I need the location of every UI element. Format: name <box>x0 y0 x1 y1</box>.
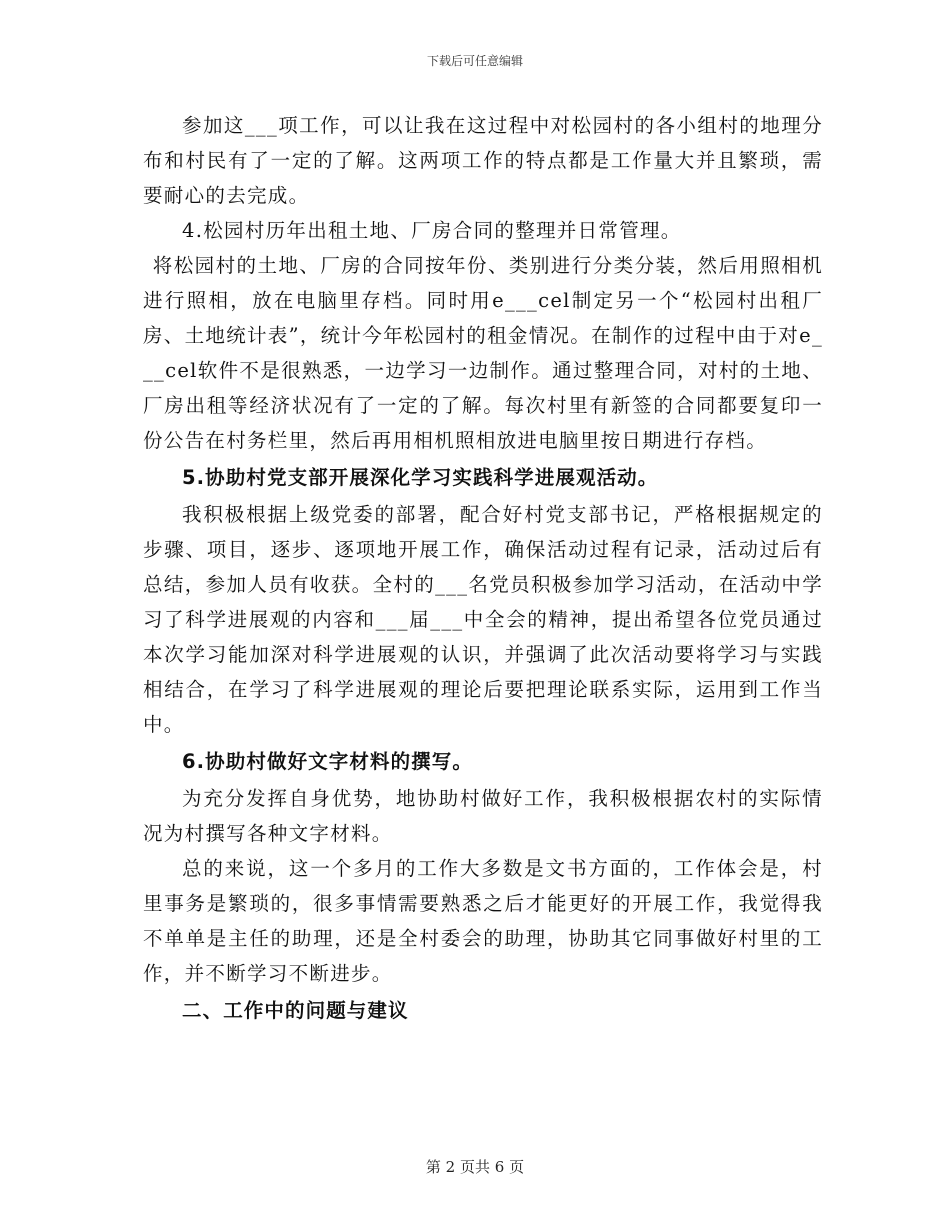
section-2-heading: 二、工作中的问题与建议 <box>182 999 409 1022</box>
page-header: 下载后可任意编辑 <box>426 54 523 68</box>
paragraph-writing-materials: 为充分发挥自身优势，地协助村做好工作，我积极根据农村的实际情况为村撰写各种文字材料。 <box>143 787 823 845</box>
item-6-heading: 6.协助村做好文字材料的撰写。 <box>182 750 473 773</box>
paragraph-survey-work: 参加这___项工作，可以让我在这过程中对松园村的各小组村的地理分布和村民有了一定的了解。这两项工作的特点都是工作量大并且繁琐，需要耐心的去完成。 <box>143 114 823 207</box>
item-4-title: 4.松园村历年出租土地、厂房合同的整理并日常管理。 <box>182 219 682 242</box>
paragraph-contract-management: 将松园村的土地、厂房的合同按年份、类别进行分类分装，然后用照相机进行照相，放在电脑里存档。同时用e___cel制定另一个“松园村出租厂房、土地统计表”，统计今年松园村的租金情况。在制作的过程中由于对e___cel软件不是很熟悉，一边学习一边制作。通过整理合同，对村的土地、厂房出租等经济状况有了一定的了解。每次村里有新签的合同都要复印一份公告在村务栏里，然后再用相机照相放进电脑里按日期进行存档。 <box>143 254 823 452</box>
paragraph-summary: 总的来说，这一个多月的工作大多数是文书方面的，工作体会是，村里事务是繁琐的，很多事情需要熟悉之后才能更好的开展工作，我觉得我不单单是主任的助理，还是全村委会的助理，协助其它同事做好村里的工作，并不断学习不断进步。 <box>143 857 823 985</box>
paragraph-party-study: 我积极根据上级党委的部署，配合好村党支部书记，严格根据规定的步骤、项目，逐步、逐项地开展工作，确保活动过程有记录，活动过后有总结，参加人员有收获。全村的___名党员积极参加学习活动，在活动中学习了科学进展观的内容和___届___中全会的精神，提出希望各位党员通过本次学习能加深对科学进展观的认识，并强调了此次活动要将学习与实践相结合，在学习了科学进展观的理论后要把理论联系实际，运用到工作当中。 <box>143 503 823 736</box>
page-number-footer: 第 2 页共 6 页 <box>425 1158 525 1176</box>
item-5-heading: 5.协助村党支部开展深化学习实践科学进展观活动。 <box>182 466 659 489</box>
document-body <box>143 108 823 1030</box>
